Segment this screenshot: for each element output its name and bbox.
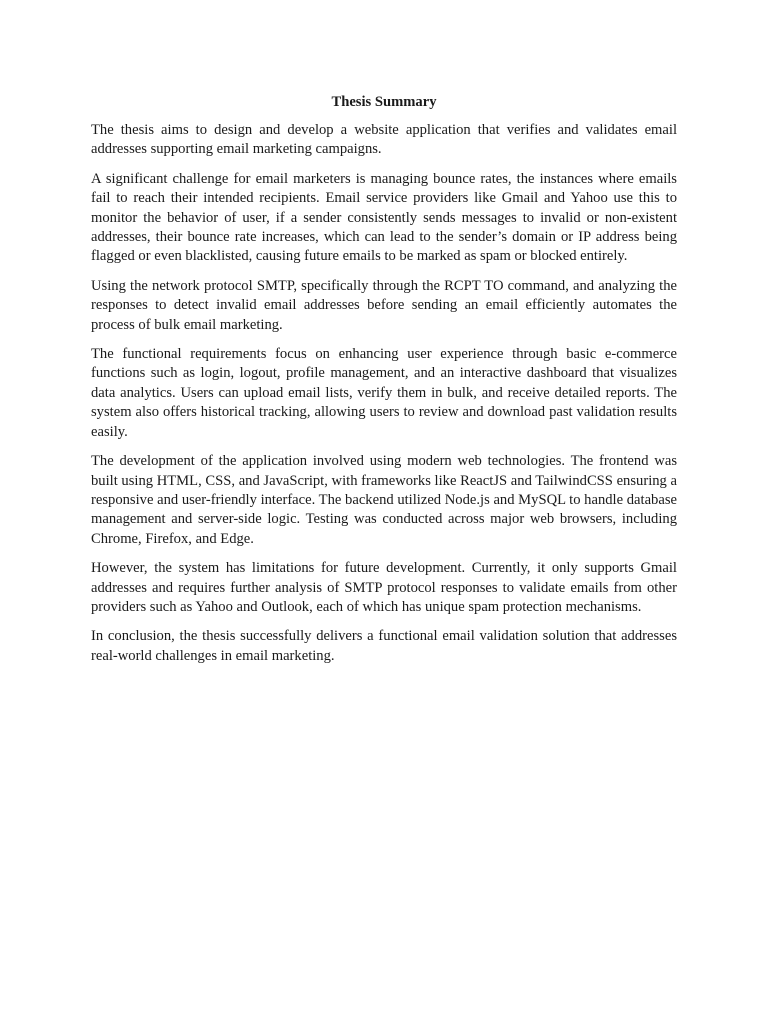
paragraph-smtp: Using the network protocol SMTP, specifically through the RCPT TO command, and analyzing the responses to detect invalid email addresses before sending an email efficiently automates the process of bulk email marketing. bbox=[91, 277, 677, 333]
paragraph-intro: The thesis aims to design and develop a website application that verifies and validates email addresses supporting email marketing campaigns. bbox=[91, 122, 677, 158]
paragraph-challenge: A significant challenge for email marketers is managing bounce rates, the instances where emails fail to reach their intended recipients. Email service providers like Gmail and Yahoo use this to monitor the behavior of user, if a sender consistently sends messages to invalid or non-existent addresses, their bounce rate increases, which can lead to the sender’s domain or IP address being flagged or even blacklisted, causing future emails to be marked as spam or blocked entirely. bbox=[91, 170, 677, 265]
paragraph-limitations: However, the system has limitations for future development. Currently, it only supports Gmail addresses and requires further analysis of SMTP protocol responses to validate emails from other providers such as Yahoo and Outlook, each of which has unique spam protection mechanisms. bbox=[91, 560, 677, 615]
paragraph-conclusion: In conclusion, the thesis successfully delivers a functional email validation solution that addresses real-world challenges in email marketing. bbox=[91, 628, 677, 664]
paragraph-requirements: The functional requirements focus on enhancing user experience through basic e-commerce functions such as login, logout, profile management, and an interactive dashboard that visualizes data analytics. Users can upload email lists, verify them in bulk, and receive detailed reports. The system also offers historical tracking, allowing users to review and download past validation results easily. bbox=[91, 346, 677, 440]
document-body bbox=[91, 92, 677, 676]
document-title: Thesis Summary bbox=[331, 94, 437, 110]
paragraph-development: The development of the application involved using modern web technologies. The frontend was built using HTML, CSS, and JavaScript, with frameworks like ReactJS and TailwindCSS ensuring a responsive and user-friendly interface. The backend utilized Node.js and MySQL to handle database management and server-side logic. Testing was conducted across major web browsers, including Chrome, Firefox, and Edge. bbox=[91, 453, 677, 547]
